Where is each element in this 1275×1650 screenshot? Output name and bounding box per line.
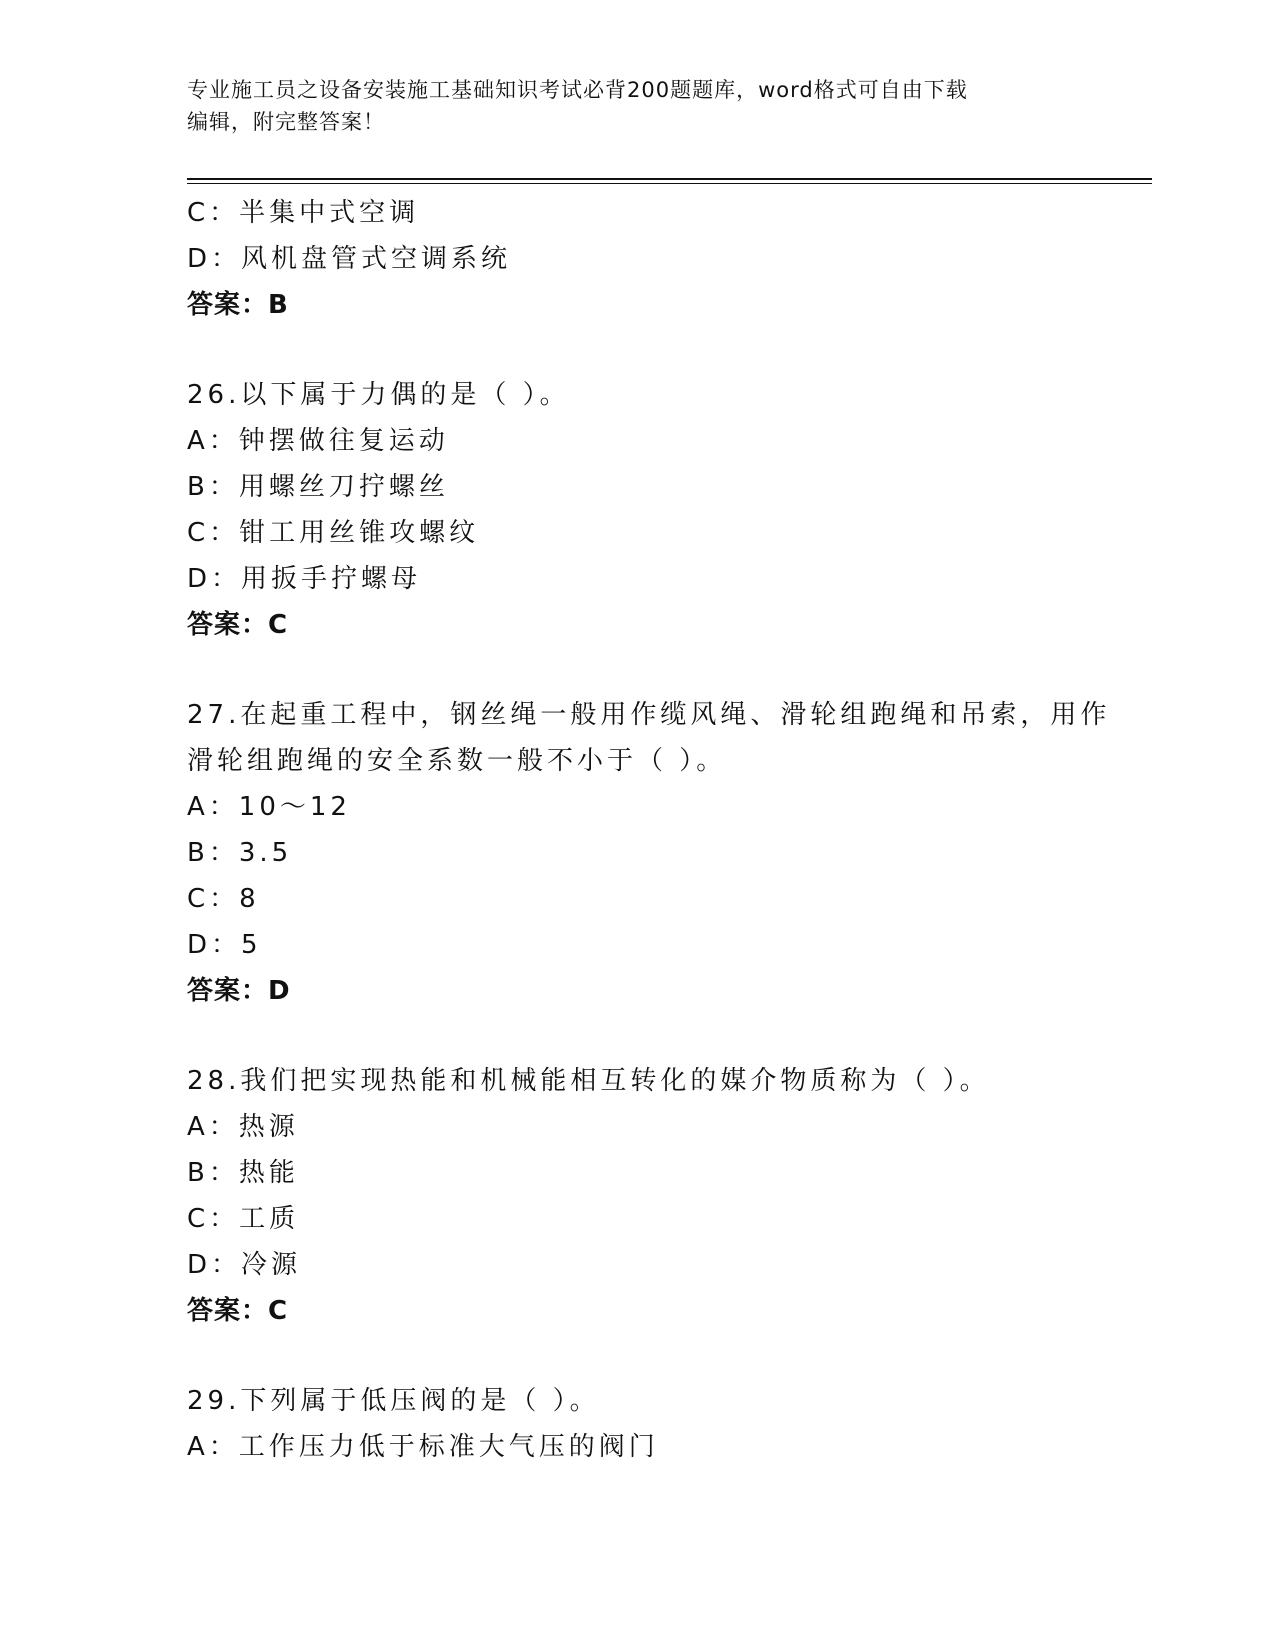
option-c: C：钳工用丝锥攻螺纹: [187, 518, 480, 548]
question-block-26: [187, 372, 1087, 648]
spacer: [187, 1014, 1087, 1058]
option-d: D：5: [187, 930, 262, 960]
question-block-28: [187, 1058, 1087, 1334]
option-c: C：半集中式空调: [187, 198, 420, 228]
header-divider-thick: [187, 178, 1152, 180]
question-block-27: [187, 692, 1111, 1014]
option-a: A：热源: [187, 1112, 299, 1142]
option-c: C：8: [187, 884, 260, 914]
question-text: 28.我们把实现热能和机械能相互转化的媒介物质称为（ ）。: [187, 1066, 990, 1096]
question-block-29: [187, 1378, 1087, 1470]
question-block-25: [187, 190, 1087, 328]
option-b: B：3.5: [187, 838, 293, 868]
question-text: 29.下列属于低压阀的是（ ）。: [187, 1386, 600, 1416]
option-a: A：工作压力低于标准大气压的阀门: [187, 1432, 659, 1462]
option-d: D：风机盘管式空调系统: [187, 244, 512, 274]
option-a: A：钟摆做往复运动: [187, 426, 449, 456]
spacer: [187, 648, 1087, 692]
question-text-line-2: 滑轮组跑绳的安全系数一般不小于（ ）。: [187, 746, 727, 776]
answer: 答案：C: [187, 1296, 289, 1326]
option-c: C：工质: [187, 1204, 300, 1234]
spacer: [187, 1334, 1087, 1378]
option-b: B：热能: [187, 1158, 299, 1188]
option-a: A：10～12: [187, 792, 351, 822]
answer: 答案：C: [187, 610, 289, 640]
question-text-line-1: 27.在起重工程中，钢丝绳一般用作缆风绳、滑轮组跑绳和吊索，用作: [187, 700, 1111, 730]
header-line-1: 专业施工员之设备安装施工基础知识考试必背200题题库，word格式可自由下载: [187, 78, 968, 102]
answer: 答案：B: [187, 290, 289, 320]
question-list: [187, 190, 1111, 1470]
document-header: [187, 74, 1087, 138]
option-d: D：用扳手拧螺母: [187, 564, 422, 594]
option-d: D：冷源: [187, 1250, 302, 1280]
header-line-2: 编辑，附完整答案！: [187, 110, 385, 134]
option-b: B：用螺丝刀拧螺丝: [187, 472, 449, 502]
answer: 答案：D: [187, 976, 291, 1006]
header-divider-thin: [187, 183, 1152, 184]
question-text: 26.以下属于力偶的是（ ）。: [187, 380, 570, 410]
spacer: [187, 328, 1087, 372]
